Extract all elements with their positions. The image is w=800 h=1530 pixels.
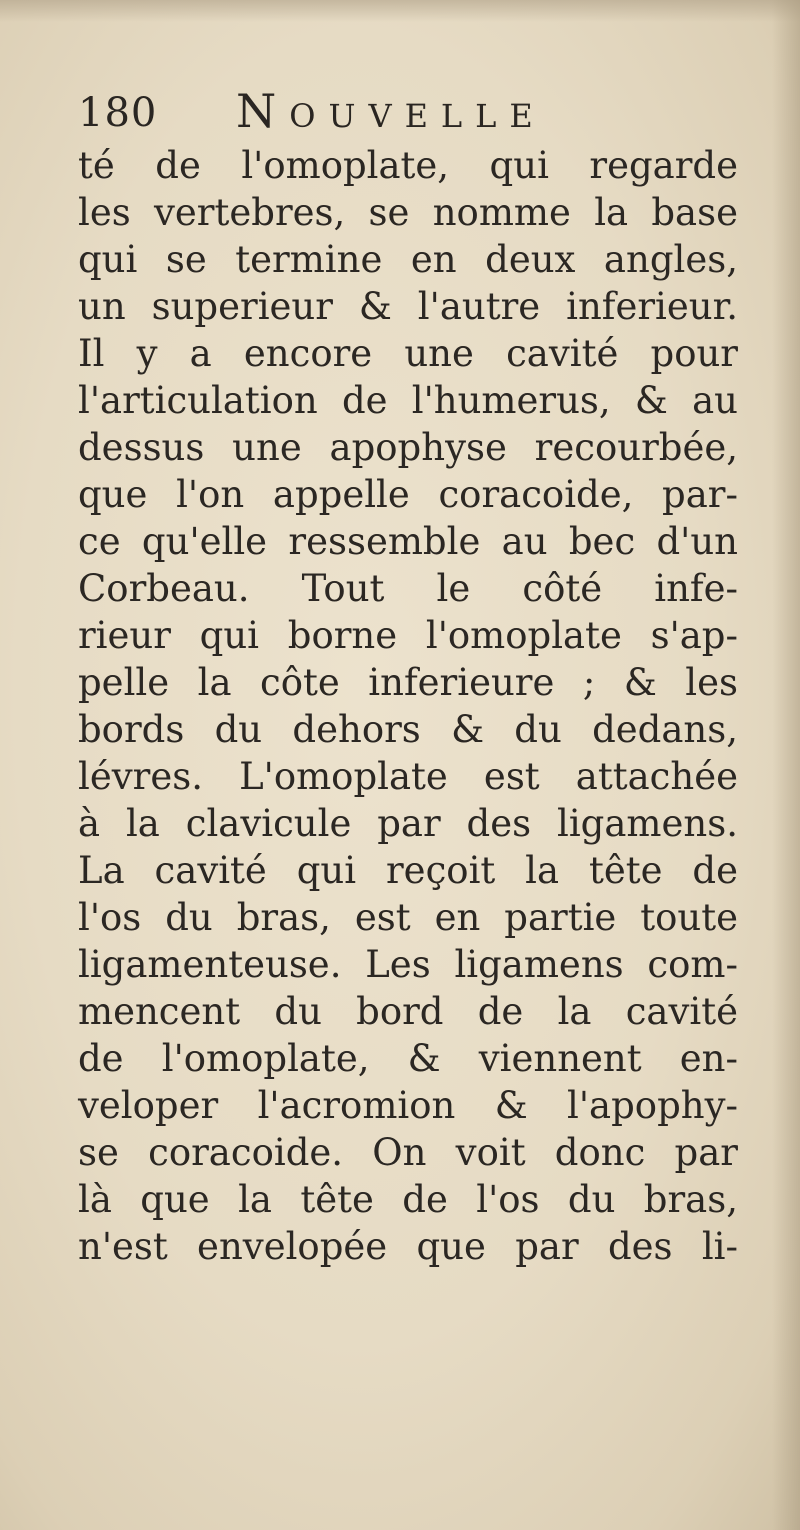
text-line: La cavité qui reçoit la tête de bbox=[78, 849, 738, 892]
text-line: l'articulation de l'humerus, & au bbox=[78, 379, 738, 422]
text-line: Corbeau. Tout le côté infe- bbox=[78, 567, 738, 610]
text-line: veloper l'acromion & l'apophy- bbox=[78, 1084, 738, 1127]
page-number: 180 bbox=[78, 90, 158, 136]
text-line: les vertebres, se nomme la base bbox=[78, 191, 738, 234]
text-line: bords du dehors & du dedans, bbox=[78, 708, 738, 751]
page-header bbox=[78, 84, 638, 144]
text-line: qui se termine en deux angles, bbox=[78, 238, 738, 281]
body-text bbox=[78, 142, 738, 1270]
text-line: Il y a encore une cavité pour bbox=[78, 332, 738, 375]
text-line: n'est envelopée que par des li- bbox=[78, 1225, 738, 1268]
text-line: à la clavicule par des ligamens. bbox=[78, 802, 738, 845]
text-line: se coracoide. On voit donc par bbox=[78, 1131, 738, 1174]
text-line: rieur qui borne l'omoplate s'ap- bbox=[78, 614, 738, 657]
text-line: de l'omoplate, & viennent en- bbox=[78, 1037, 738, 1080]
text-line: té de l'omoplate, qui regarde bbox=[78, 144, 738, 187]
text-line: ce qu'elle ressemble au bec d'un bbox=[78, 520, 738, 563]
page-top-shadow bbox=[0, 0, 800, 22]
text-line: l'os du bras, est en partie toute bbox=[78, 896, 738, 939]
page-right-shadow bbox=[772, 0, 800, 1530]
text-line: un superieur & l'autre inferieur. bbox=[78, 285, 738, 328]
running-title: Nouvelle bbox=[236, 84, 546, 138]
text-line: dessus une apophyse recourbée, bbox=[78, 426, 738, 469]
text-line: lévres. L'omoplate est attachée bbox=[78, 755, 738, 798]
text-line: que l'on appelle coracoide, par- bbox=[78, 473, 738, 516]
text-line: mencent du bord de la cavité bbox=[78, 990, 738, 1033]
text-line: là que la tête de l'os du bras, bbox=[78, 1178, 738, 1221]
text-line: pelle la côte inferieure ; & les bbox=[78, 661, 738, 704]
text-line: ligamenteuse. Les ligamens com- bbox=[78, 943, 738, 986]
